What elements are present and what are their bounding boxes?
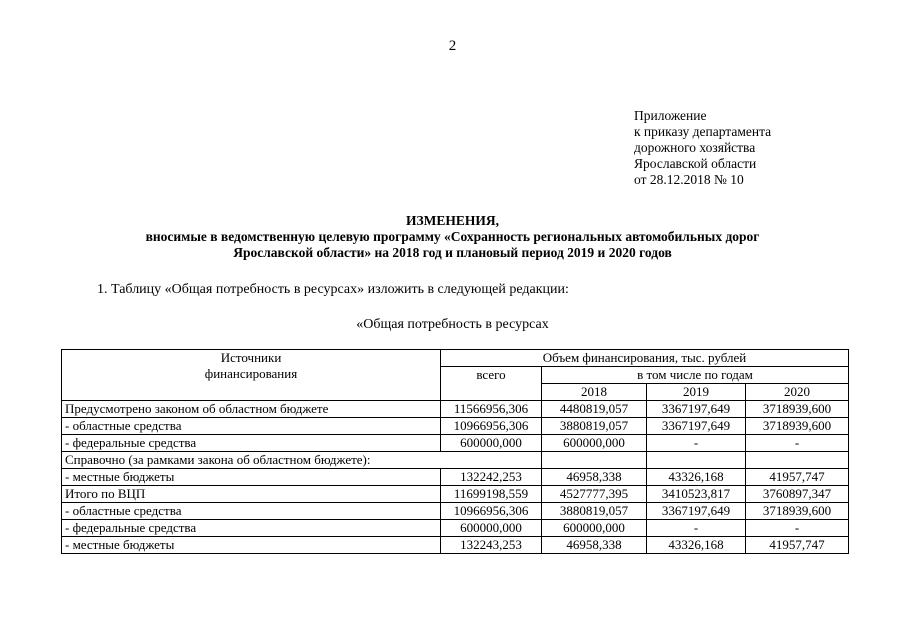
row-2019-cell: - [647,435,746,452]
row-label-cell: - областные средства [62,503,441,520]
row-2020-cell: - [746,520,849,537]
row-2019-cell: 3367197,649 [647,418,746,435]
row-2019-cell: 3367197,649 [647,401,746,418]
row-2020-cell: - [746,435,849,452]
header-year-cell: 2019 [647,384,746,401]
appendix-block [634,108,771,188]
page-number: 2 [448,38,457,54]
row-total-cell: 11566956,306 [441,401,542,418]
table-row [62,452,849,469]
appendix-line: Ярославской области [634,156,757,171]
header-year-cell: 2018 [542,384,647,401]
table-row [62,537,849,554]
row-2020-cell: 41957,747 [746,537,849,554]
row-label-cell: Предусмотрено законом об областном бюджете [62,401,441,418]
row-2018-cell: 600000,000 [542,435,647,452]
table-row [62,520,849,537]
row-2018-cell: 600000,000 [542,520,647,537]
reference-row-label-cell: Справочно (за рамками закона об областном бюджете): [62,452,542,469]
row-2018-cell: 4527777,395 [542,486,647,503]
header-year-cell: 2020 [746,384,849,401]
row-2019-cell: 43326,168 [647,537,746,554]
header-sources-line: финансирования [204,366,298,381]
resources-table [61,349,849,554]
table-row [62,435,849,452]
instruction-paragraph: 1. Таблицу «Общая потребность в ресурсах» изложить в следующей редакции: [97,282,569,297]
empty-cell [647,452,746,469]
row-2020-cell: 3760897,347 [746,486,849,503]
row-total-cell: 132242,253 [441,469,542,486]
header-by-years-cell: в том числе по годам [542,367,849,384]
row-label-cell: - федеральные средства [62,520,441,537]
row-label-cell: - федеральные средства [62,435,441,452]
row-total-cell: 600000,000 [441,435,542,452]
row-2019-cell: 43326,168 [647,469,746,486]
empty-cell [746,452,849,469]
header-sources-line: Источники [220,350,282,365]
row-total-cell: 132243,253 [441,537,542,554]
row-2018-cell: 46958,338 [542,469,647,486]
row-2018-cell: 46958,338 [542,537,647,554]
row-label-cell: - местные бюджеты [62,469,441,486]
table-row [62,418,849,435]
row-label-cell: - местные бюджеты [62,537,441,554]
row-label-cell: Итого по ВЦП [62,486,441,503]
row-2020-cell: 3718939,600 [746,503,849,520]
table-row [62,469,849,486]
table-row [62,401,849,418]
row-total-cell: 600000,000 [441,520,542,537]
table-row [62,486,849,503]
row-total-cell: 11699198,559 [441,486,542,503]
header-total-cell: всего [441,367,542,401]
appendix-line: от 28.12.2018 № 10 [634,172,744,187]
appendix-line: дорожного хозяйства [634,140,756,155]
table-header-row [62,350,849,367]
row-2018-cell: 3880819,057 [542,418,647,435]
table-header [62,350,849,401]
row-2018-cell: 4480819,057 [542,401,647,418]
row-total-cell: 10966956,306 [441,503,542,520]
row-2019-cell: 3410523,817 [647,486,746,503]
empty-cell [542,452,647,469]
row-2020-cell: 3718939,600 [746,418,849,435]
table-row [62,503,849,520]
row-2019-cell: - [647,520,746,537]
row-label-cell: - областные средства [62,418,441,435]
header-sources-cell [62,350,441,401]
table-body [62,401,849,554]
row-2020-cell: 3718939,600 [746,401,849,418]
row-total-cell: 10966956,306 [441,418,542,435]
row-2020-cell: 41957,747 [746,469,849,486]
document-heading [0,213,905,261]
row-2018-cell: 3880819,057 [542,503,647,520]
appendix-line: к приказу департамента [634,124,772,139]
heading-line: Ярославской области» на 2018 год и плановый период 2019 и 2020 годов [233,245,672,260]
header-volume-cell: Объем финансирования, тыс. рублей [441,350,849,367]
table-caption: «Общая потребность в ресурсах [356,317,549,332]
heading-title: ИЗМЕНЕНИЯ, [405,213,499,228]
row-2019-cell: 3367197,649 [647,503,746,520]
heading-line: вносимые в ведомственную целевую программу «Сохранность региональных автомобильных дорог [145,229,760,244]
appendix-line: Приложение [634,108,707,123]
